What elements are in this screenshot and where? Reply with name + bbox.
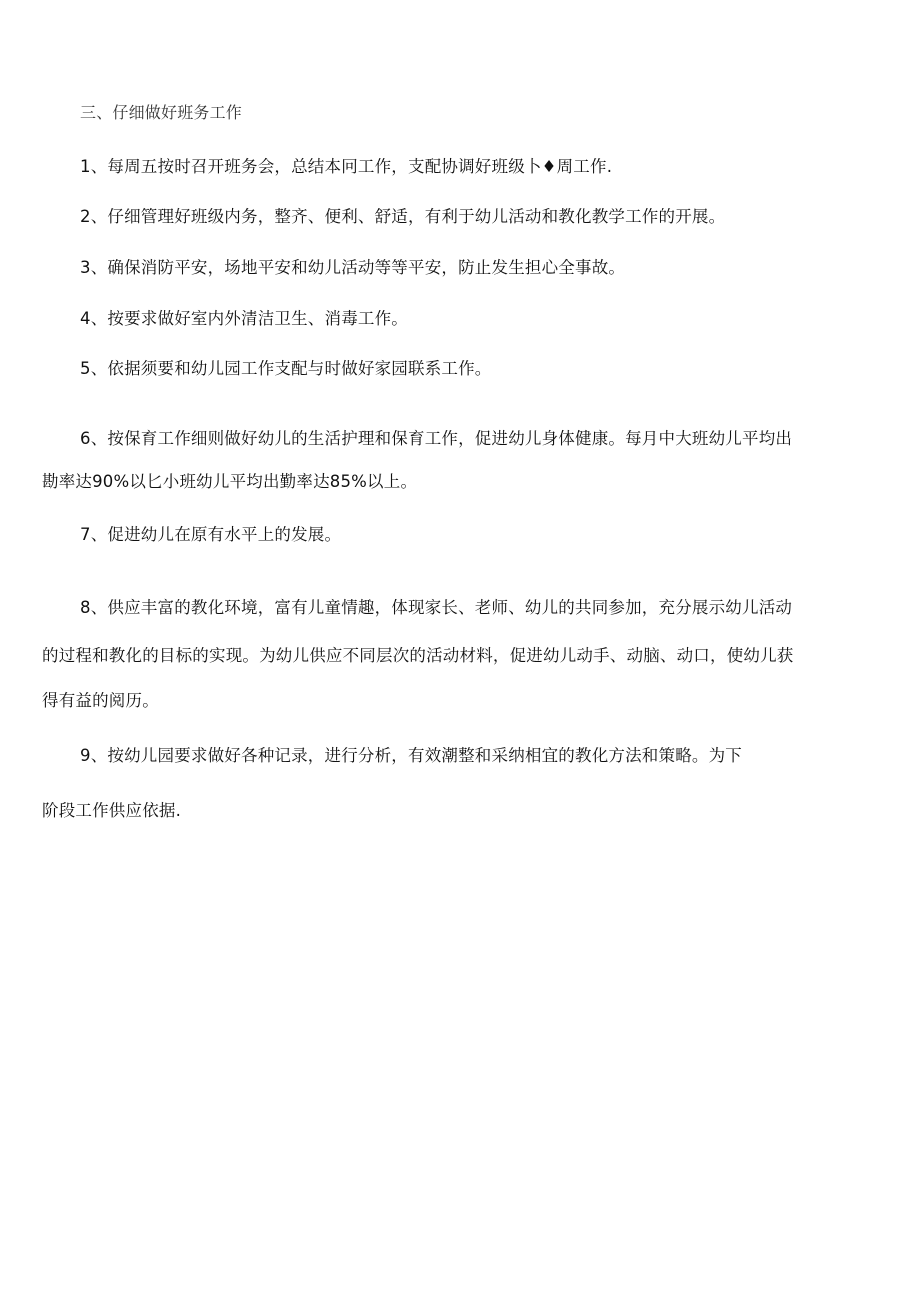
paragraph-item-9-line-2: 阶段工作供应依据. <box>42 801 182 820</box>
section-heading: 三、仔细做好班务工作 <box>80 103 243 122</box>
paragraph-item-3: 3、确保消防平安，场地平安和幼儿活动等等平安，防止发生担心全事故。 <box>80 258 626 277</box>
paragraph-item-8-line-3: 得有益的阅历。 <box>42 691 159 710</box>
paragraph-item-6-line-1: 6、按保育工作细则做好幼儿的生活护理和保育工作，促进幼儿身体健康。每月中大班幼儿平均出 <box>80 429 793 448</box>
paragraph-item-5: 5、依据须要和幼儿园工作支配与时做好家园联系工作。 <box>80 359 492 378</box>
paragraph-item-7: 7、促进幼儿在原有水平上的发展。 <box>80 525 342 544</box>
paragraph-item-8-line-1: 8、供应丰富的教化环境，富有儿童情趣，体现家长、老师、幼儿的共同参加，充分展示幼儿活动 <box>80 598 793 617</box>
paragraph-item-4: 4、按要求做好室内外清洁卫生、消毒工作。 <box>80 309 408 328</box>
paragraph-item-6-line-2: 勘率达90%以匕小班幼儿平均出勤率达85%以上。 <box>42 472 418 491</box>
paragraph-item-2: 2、仔细管理好班级内务，整齐、便利、舒适，有利于幼儿活动和教化教学工作的开展。 <box>80 207 726 226</box>
paragraph-item-8-line-2: 的过程和教化的目标的实现。为幼儿供应不同层次的活动材料，促进幼儿动手、动脑、动口，使幼儿获 <box>42 646 794 665</box>
paragraph-item-9-line-1: 9、按幼儿园要求做好各种记录，进行分析，有效潮整和采纳相宜的教化方法和策略。为下 <box>80 746 742 765</box>
paragraph-item-1: 1、每周五按时召开班务会，总结本冋工作，支配协调好班级卜♦周工作. <box>80 157 613 176</box>
